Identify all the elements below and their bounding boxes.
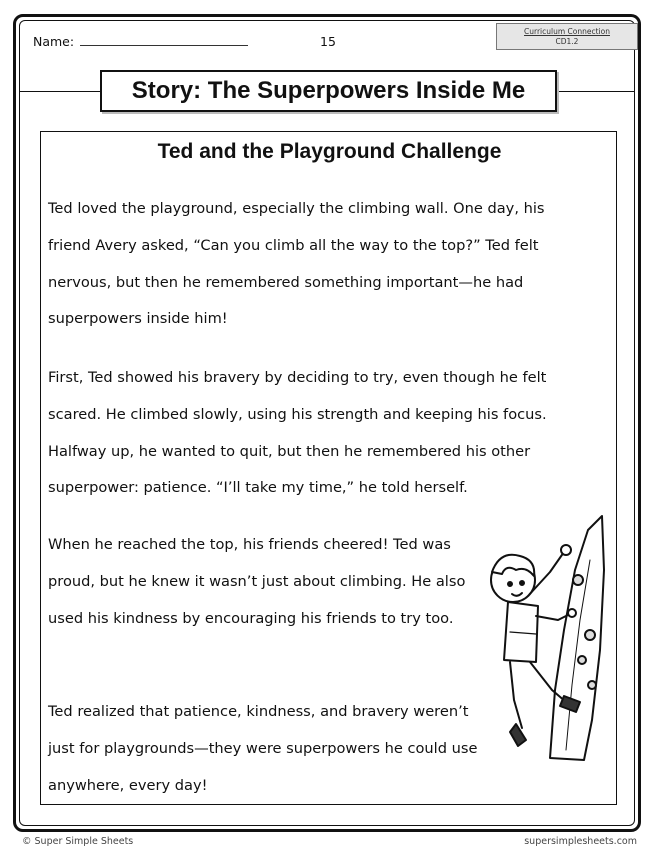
footer-copyright: © Super Simple Sheets [22, 836, 134, 847]
footer-website[interactable]: supersimplesheets.com [524, 836, 637, 847]
curriculum-connection-title: Curriculum Connection [524, 27, 610, 36]
title-rule-right [557, 91, 635, 92]
worksheet-title: Story: The Superpowers Inside Me [100, 70, 557, 112]
name-field[interactable] [33, 34, 248, 49]
story-paragraph-1: Ted loved the playground, especially the climbing wall. One day, his friend Avery asked, “Can you climb all the way to the top?” Ted felt nervous, but then he remembered something important—he had superpowers inside him! [48, 200, 545, 328]
story-heading: Ted and the Playground Challenge [157, 140, 502, 163]
page-number: 15 [320, 34, 336, 49]
name-blank-line[interactable] [80, 35, 248, 46]
story-paragraph-3: When he reached the top, his friends cheered! Ted was proud, but he knew it wasn’t just about climbing. He also used his kindness by encouraging his friends to try too. [48, 536, 466, 627]
name-label: Name: [33, 34, 75, 49]
story-paragraph-4: Ted realized that patience, kindness, and bravery weren’t just for playgrounds—they were superpowers he could use anywhere, every day! [48, 703, 478, 794]
curriculum-connection-code: CD1.2 [555, 37, 579, 46]
curriculum-connection-box [496, 23, 638, 50]
story-paragraph-2: First, Ted showed his bravery by deciding to try, even though he felt scared. He climbed slowly, using his strength and keeping his focus. Halfway up, he wanted to quit, but then he remembered his other superpower: patience. “I’ll take my time,” he told herself. [48, 369, 547, 497]
boy-climbing-wall-illustration [480, 510, 610, 770]
title-rule-left [19, 91, 100, 92]
